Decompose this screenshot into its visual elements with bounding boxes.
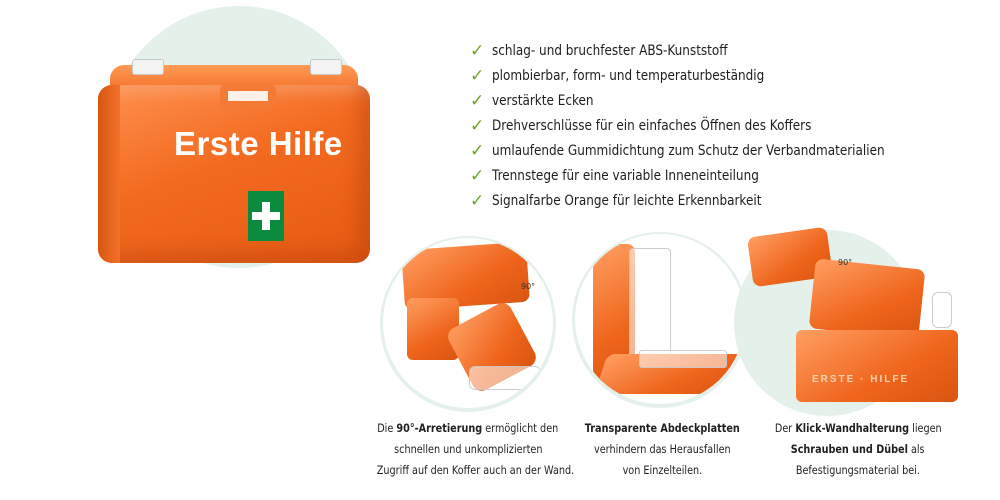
detail-caption: Transparente Abdeckplatten verhindern das Herausfallen von Einzelteilen. (584, 421, 740, 477)
checkmark-icon: ✓ (470, 40, 485, 61)
feature-item (470, 163, 949, 188)
case-side (98, 85, 120, 263)
detail-caption: Die 90°-Arretierung ermöglicht den schnellen und unkomplizierten Zugriff auf den Koffer auch an der Wand. (376, 421, 575, 477)
angle-label: 90° (521, 282, 536, 291)
feature-text: Drehverschlüsse für ein einfaches Öffnen des Koffers (492, 117, 812, 134)
latch-left (132, 59, 164, 75)
checkmark-icon: ✓ (470, 115, 485, 136)
feature-item (470, 88, 949, 113)
feature-list (470, 38, 949, 213)
case-body (98, 85, 370, 263)
checkmark-icon: ✓ (470, 65, 485, 86)
feature-item (470, 38, 949, 63)
feature-text: Signalfarbe Orange für leichte Erkennbarkeit (492, 192, 762, 209)
detail-image-cover-plates (575, 234, 745, 404)
checkmark-icon: ✓ (470, 90, 485, 111)
case-label: Erste Hilfe (174, 125, 343, 162)
feature-text: umlaufende Gummidichtung zum Schutz der Verbandmaterialien (492, 142, 885, 159)
feature-item (470, 188, 949, 213)
latch-right (310, 59, 342, 75)
case-handle (220, 83, 276, 109)
detail-image-wall-mount (742, 234, 918, 410)
first-aid-cross-icon (248, 191, 284, 241)
feature-text: Trennstege für eine variable Inneneinteilung (492, 167, 759, 184)
feature-text: verstärkte Ecken (492, 92, 594, 109)
feature-item (470, 138, 949, 163)
angle-label: 90° (838, 258, 853, 267)
feature-item (470, 63, 949, 88)
first-aid-case-image (92, 55, 374, 265)
detail-caption: Der Klick-Wandhalterung liegen Schrauben und Dübel als Befestigungsmaterial bei. (774, 421, 942, 477)
checkmark-icon: ✓ (470, 190, 485, 211)
feature-text: plombierbar, form- und temperaturbeständig (492, 67, 765, 84)
detail-image-hinge-lock (383, 238, 553, 408)
case-label: ERSTE · HILFE (812, 374, 910, 385)
feature-text: schlag- und bruchfester ABS-Kunststoff (492, 42, 728, 59)
checkmark-icon: ✓ (470, 140, 485, 161)
checkmark-icon: ✓ (470, 165, 485, 186)
feature-item (470, 113, 949, 138)
